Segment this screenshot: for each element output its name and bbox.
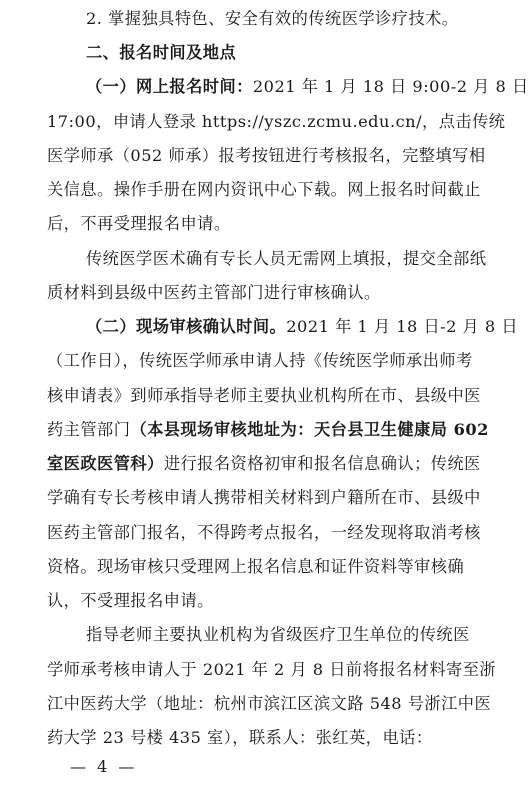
online-registration-line-2: 17:00，申请人登录 https://yszc.zcmu.edu.cn/，点击传统 <box>47 112 506 131</box>
online-registration-dates: 2021 年 1 月 18 日 9:00-2 月 8 日 <box>252 77 529 96</box>
text-run: 药主管部门 <box>47 420 131 439</box>
onsite-review-line-4 <box>47 420 489 440</box>
onsite-review-line-7: 医药主管部门报名，不得跨考点报名，一经发现将取消考核 <box>47 523 481 542</box>
onsite-review-line-6: 学确有专长考核申请人携带相关材料到户籍所在市、县级中 <box>47 488 481 507</box>
online-registration-label: （一）网上报名时间： <box>86 77 253 96</box>
local-address-bold: 室医政医管科） <box>47 454 164 473</box>
onsite-review-line-1 <box>86 317 518 337</box>
onsite-review-line-5 <box>47 454 481 474</box>
onsite-review-line-2: （工作日），传统医学师承申请人持《传统医学师承出师考 <box>47 351 473 370</box>
online-registration-line-4: 关信息。操作手册在网内资讯中心下载。网上报名时间截止 <box>47 180 481 199</box>
online-registration-line-3: 医学师承（052 师承）报考按钮进行考核报名，完整填写相 <box>47 146 486 165</box>
paragraph-line: 质材料到县级中医药主管部门进行审核确认。 <box>47 283 381 302</box>
mailing-paragraph-line-1: 指导老师主要执业机构为省级医疗卫生单位的传统医 <box>86 625 470 644</box>
local-address-bold: （本县现场审核地址为：天台县卫生健康局 602 <box>130 420 489 439</box>
onsite-review-dates: 2021 年 1 月 18 日-2 月 8 日 <box>286 317 519 336</box>
mailing-paragraph-line-2: 学师承考核申请人于 2021 年 2 月 8 日前将报名材料寄至浙 <box>47 660 497 679</box>
mailing-paragraph-line-4: 药大学 23 号楼 435 室），联系人：张红英，电话： <box>47 728 433 747</box>
onsite-review-line-3: 核申请表》到师承指导老师主要执业机构所在市、县级中医 <box>47 386 481 405</box>
section-heading: 二、报名时间及地点 <box>86 43 237 62</box>
mailing-paragraph-line-3: 江中医药大学（地址：杭州市滨江区滨文路 548 号浙江中医 <box>47 694 492 713</box>
onsite-review-line-9: 认，不受理报名申请。 <box>47 591 214 610</box>
onsite-review-line-8: 资格。现场审核只受理网上报名信息和证件资料等审核确 <box>47 557 465 576</box>
online-registration-line-5: 后，不再受理报名申请。 <box>47 214 231 233</box>
paragraph-line: 传统医学医术确有专长人员无需网上填报，提交全部纸 <box>86 249 487 268</box>
page-number: — 4 — <box>70 757 138 776</box>
online-registration-line-1 <box>86 77 529 97</box>
item-2-text: 2. 掌握独具特色、安全有效的传统医学诊疗技术。 <box>86 9 459 28</box>
text-run: 进行报名资格初审和报名信息确认；传统医 <box>163 454 481 473</box>
onsite-review-label: （二）现场审核确认时间。 <box>86 317 287 336</box>
